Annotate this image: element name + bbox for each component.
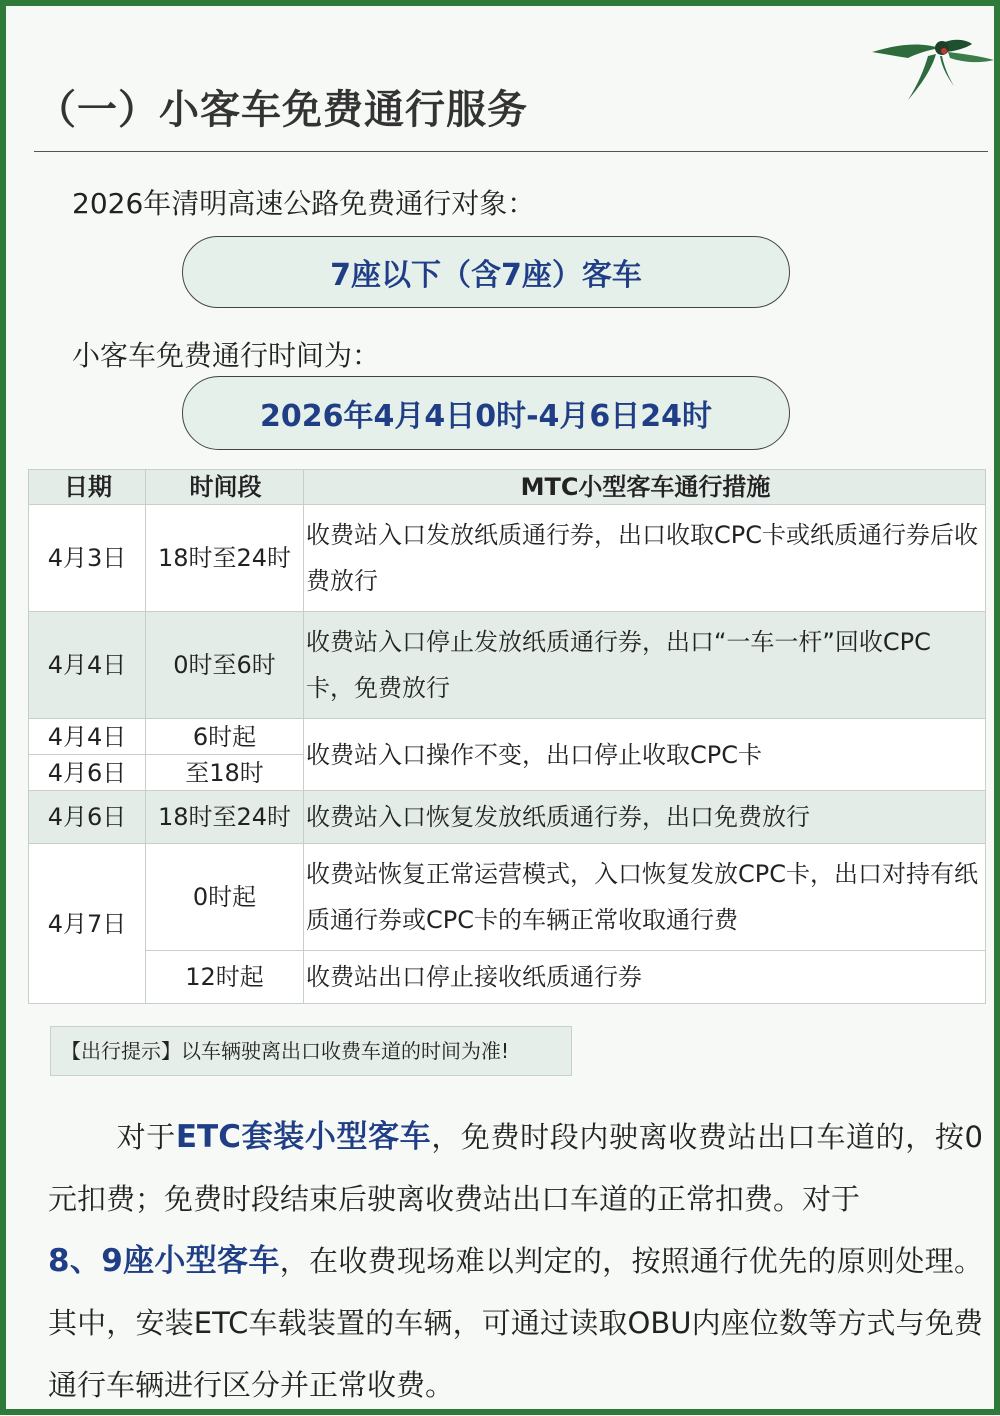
cell-period: 12时起	[146, 951, 304, 1004]
table-row	[29, 719, 986, 755]
cell-measure: 收费站入口停止发放纸质通行券，出口“一车一杆”回收CPC 卡，免费放行	[304, 612, 986, 719]
free-time-pill: 2026年4月4日0时-4月6日24时	[182, 376, 790, 450]
highlight-etc-cars: ETC套装小型客车	[175, 1119, 432, 1155]
table-row	[29, 612, 986, 719]
header-measure: MTC小型客车通行措施	[304, 470, 986, 505]
cell-period: 18时至24时	[146, 505, 304, 612]
highlight-8-9-seat: 8、9座小型客车	[48, 1243, 280, 1279]
header-date: 日期	[29, 470, 146, 505]
page-title: （一）小客车免费通行服务	[36, 87, 528, 133]
etc-policy-paragraph	[48, 1106, 983, 1416]
free-target-label: 2026年清明高速公路免费通行对象：	[72, 187, 536, 220]
table-row	[29, 791, 986, 844]
travel-tip: 【出行提示】以车辆驶离出口收费车道的时间为准!	[50, 1026, 572, 1076]
table-row	[29, 844, 986, 951]
table-header-row	[29, 470, 986, 505]
para-text: ，免费时段内驶离收费站出口车道的，按0元扣费；免费时段结束后驶离收费站出口车道的正常扣费。对于	[48, 1120, 983, 1216]
cell-date: 4月6日	[29, 755, 146, 791]
title-divider	[34, 151, 988, 152]
cell-measure: 收费站入口恢复发放纸质通行券，出口免费放行	[304, 791, 986, 844]
mtc-measures-table	[28, 469, 986, 1004]
cell-measure: 收费站入口操作不变，出口停止收取CPC卡	[304, 719, 986, 791]
cell-date: 4月4日	[29, 719, 146, 755]
header-period: 时间段	[146, 470, 304, 505]
para-text: 对于	[116, 1120, 176, 1154]
table-row	[29, 505, 986, 612]
cell-date: 4月3日	[29, 505, 146, 612]
cell-date: 4月4日	[29, 612, 146, 719]
cell-period: 至18时	[146, 755, 304, 791]
cell-measure: 收费站出口停止接收纸质通行券	[304, 951, 986, 1004]
cell-period: 6时起	[146, 719, 304, 755]
free-time-label: 小客车免费通行时间为：	[72, 339, 381, 372]
table-row	[29, 951, 986, 1004]
free-target-pill: 7座以下（含7座）客车	[182, 236, 790, 308]
cell-date: 4月6日	[29, 791, 146, 844]
cell-date: 4月7日	[29, 844, 146, 1004]
swallow-icon	[868, 34, 996, 106]
cell-measure: 收费站恢复正常运营模式，入口恢复发放CPC卡，出口对持有纸质通行券或CPC卡的车辆正常收取通行费	[304, 844, 986, 951]
para-text: ，在收费现场难以判定的，按照通行优先的原则处理。其中，安装ETC车载装置的车辆，可通过读取OBU内座位数等方式与免费通行车辆进行区分并正常收费。	[48, 1244, 983, 1402]
cell-period: 0时起	[146, 844, 304, 951]
cell-period: 0时至6时	[146, 612, 304, 719]
cell-period: 18时至24时	[146, 791, 304, 844]
cell-measure: 收费站入口发放纸质通行券，出口收取CPC卡或纸质通行券后收费放行	[304, 505, 986, 612]
